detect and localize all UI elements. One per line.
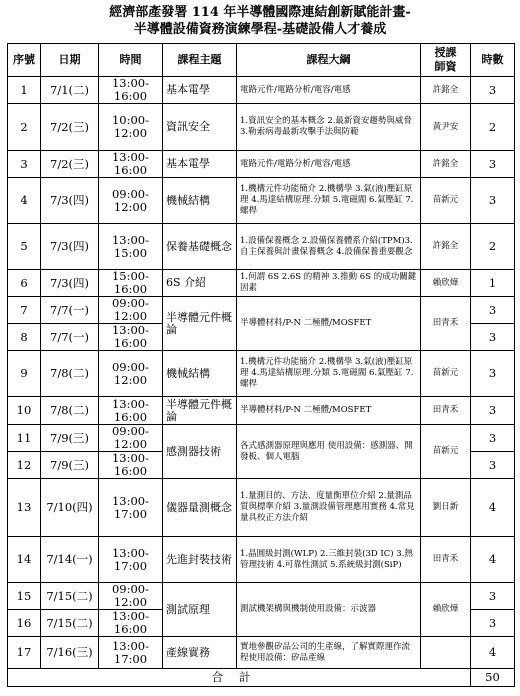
- row-date: 7/2(三): [41, 104, 99, 151]
- row-hours: 3: [471, 397, 515, 425]
- row-outline: 1.設備保養概念 2.設備保養體系介紹(TPM)3.自主保養與計畫保養概念 4.設備保養重要觀念: [237, 224, 421, 270]
- table-row: [8, 270, 515, 297]
- row-date: 7/7(一): [41, 324, 99, 351]
- row-date: 7/1(二): [41, 77, 99, 104]
- row-topic: 保養基礎概念: [163, 224, 237, 270]
- row-teacher: 田青禾: [421, 397, 471, 425]
- row-topic: 儀器量測概念: [163, 479, 237, 537]
- row-time: 09:00-12:00: [99, 178, 163, 224]
- row-outline: 1.機構元件功能簡介 2.機構學 3.氣(液)壓缸原理 4.馬達結構原理.分類 5.電磁閥 6.氣壓缸 7.螺桿: [237, 351, 421, 397]
- row-time: 09:00-12:00: [99, 297, 163, 324]
- row-time: 13:00-17:00: [99, 637, 163, 669]
- table-row: [8, 425, 515, 452]
- row-time: 13:00-17:00: [99, 537, 163, 583]
- header-teacher: 授課 師資: [421, 44, 471, 77]
- row-teacher: 許銘全: [421, 224, 471, 270]
- row-topic: 基本電學: [163, 151, 237, 178]
- row-time: 09:00-12:00: [99, 351, 163, 397]
- row-teacher: 許銘全: [421, 151, 471, 178]
- row-teacher: 田青禾: [421, 297, 471, 351]
- row-time: 13:00-15:00: [99, 224, 163, 270]
- row-teacher: 賴欣燁: [421, 583, 471, 637]
- total-hours: 50: [471, 669, 515, 687]
- row-date: 7/9(三): [41, 425, 99, 452]
- row-outline: 電路元件/電路分析/電容/電感: [237, 77, 421, 104]
- row-date: 7/2(三): [41, 151, 99, 178]
- row-no: 5: [8, 224, 41, 270]
- table-row: [8, 224, 515, 270]
- row-time: 13:00-16:00: [99, 610, 163, 637]
- row-time: 13:00-16:00: [99, 151, 163, 178]
- row-hours: 4: [471, 479, 515, 537]
- row-hours: 4: [471, 637, 515, 669]
- row-topic: 先進封裝技術: [163, 537, 237, 583]
- row-time: 09:00-12:00: [99, 583, 163, 610]
- table-row: [8, 77, 515, 104]
- page-title-line2: 半導體設備資務演練學程-基礎設備人才養成: [133, 22, 387, 37]
- row-outline: 1.資訊安全的基本概念 2.最新資安趨勢與威脅 3.勒索病毒最新攻擊手法與防範: [237, 104, 421, 151]
- row-no: 10: [8, 397, 41, 425]
- row-date: 7/16(三): [41, 637, 99, 669]
- row-teacher: [421, 637, 471, 669]
- row-time: 15:00-16:00: [99, 270, 163, 297]
- row-topic: 機械結構: [163, 351, 237, 397]
- row-outline: 實地參觀矽品公司的生產線，了解實際運作流程使用設備：矽品產線: [237, 637, 421, 669]
- header-no: 序號: [8, 44, 41, 77]
- header-row: [8, 44, 515, 77]
- row-teacher: 苗新元: [421, 425, 471, 479]
- row-time: 13:00-16:00: [99, 397, 163, 425]
- total-label: 合計: [8, 669, 471, 687]
- row-hours: 3: [471, 351, 515, 397]
- row-hours: 3: [471, 610, 515, 637]
- table-row: [8, 351, 515, 397]
- row-hours: 3: [471, 297, 515, 324]
- row-no: 14: [8, 537, 41, 583]
- row-date: 7/8(二): [41, 397, 99, 425]
- row-outline: 1.量測目的、方法、度量衡單位介紹 2.量測品質與標準介紹 3.量測設備管理應用實務 4.常見量具校正方法介紹: [237, 479, 421, 537]
- row-teacher: 黃尹安: [421, 104, 471, 151]
- row-topic: 測試原理: [163, 583, 237, 637]
- row-time: 13:00-16:00: [99, 324, 163, 351]
- row-no: 1: [8, 77, 41, 104]
- row-outline: 電路元件/電路分析/電容/電感: [237, 151, 421, 178]
- row-date: 7/3(四): [41, 178, 99, 224]
- header-hours: 時數: [471, 44, 515, 77]
- table-row: [8, 151, 515, 178]
- row-no: 15: [8, 583, 41, 610]
- row-hours: 3: [471, 583, 515, 610]
- row-topic: 感測器技術: [163, 425, 237, 479]
- row-date: 7/3(四): [41, 270, 99, 297]
- row-no: 17: [8, 637, 41, 669]
- table-row: [8, 397, 515, 425]
- row-hours: 3: [471, 77, 515, 104]
- row-date: 7/8(二): [41, 351, 99, 397]
- row-hours: 2: [471, 104, 515, 151]
- row-date: 7/3(四): [41, 224, 99, 270]
- table-row: [8, 479, 515, 537]
- row-hours: 3: [471, 324, 515, 351]
- table-row: [8, 537, 515, 583]
- row-outline: 測試機架構與機制使用設備：示波器: [237, 583, 421, 637]
- row-no: 4: [8, 178, 41, 224]
- row-no: 8: [8, 324, 41, 351]
- row-no: 11: [8, 425, 41, 452]
- row-topic: 產線實務: [163, 637, 237, 669]
- row-teacher: 苗新元: [421, 178, 471, 224]
- table-row: [8, 178, 515, 224]
- row-hours: 1: [471, 270, 515, 297]
- row-no: 16: [8, 610, 41, 637]
- row-topic: 6S 介紹: [163, 270, 237, 297]
- row-no: 13: [8, 479, 41, 537]
- row-time: 10:00-12:00: [99, 104, 163, 151]
- row-teacher: 田青禾: [421, 537, 471, 583]
- row-no: 9: [8, 351, 41, 397]
- header-outline: 課程大綱: [237, 44, 421, 77]
- table-row: [8, 297, 515, 324]
- table-row: [8, 637, 515, 669]
- row-no: 3: [8, 151, 41, 178]
- row-time: 09:00-12:00: [99, 425, 163, 452]
- row-no: 12: [8, 452, 41, 479]
- row-hours: 2: [471, 224, 515, 270]
- table-row: [8, 583, 515, 610]
- row-hours: 4: [471, 537, 515, 583]
- header-time: 時間: [99, 44, 163, 77]
- row-no: 6: [8, 270, 41, 297]
- row-teacher: 賴欣燁: [421, 270, 471, 297]
- course-schedule-table: [7, 43, 515, 687]
- row-date: 7/15(二): [41, 583, 99, 610]
- row-hours: 3: [471, 151, 515, 178]
- row-time: 13:00-17:00: [99, 479, 163, 537]
- row-no: 2: [8, 104, 41, 151]
- row-topic: 半導體元件概論: [163, 297, 237, 351]
- row-no: 7: [8, 297, 41, 324]
- header-topic: 課程主題: [163, 44, 237, 77]
- row-outline: 1.機構元件功能簡介 2.機構學 3.氣(液)壓缸原理 4.馬達結構原理.分類 5.電磁閥 6.氣壓缸 7.螺桿: [237, 178, 421, 224]
- row-date: 7/14(一): [41, 537, 99, 583]
- page-title-line1: 經濟部產發署 114 年半導體國際連結創新賦能計畫-: [109, 5, 411, 20]
- row-hours: 3: [471, 452, 515, 479]
- row-time: 13:00-16:00: [99, 77, 163, 104]
- row-outline: 1.何謂 6S 2.6S 的精神 3.推動 6S 的成功關鍵因素: [237, 270, 421, 297]
- row-date: 7/15(二): [41, 610, 99, 637]
- row-outline: 半導體材料/P-N 二極體/MOSFET: [237, 297, 421, 351]
- table-row: [8, 104, 515, 151]
- row-time: 13:00-16:00: [99, 452, 163, 479]
- row-outline: 半導體材料/P-N 二極體/MOSFET: [237, 397, 421, 425]
- row-date: 7/9(三): [41, 452, 99, 479]
- row-topic: 資訊安全: [163, 104, 237, 151]
- row-hours: 3: [471, 425, 515, 452]
- row-teacher: 苗新元: [421, 351, 471, 397]
- row-outline: 1.晶圓級封測(WLP) 2.三維封裝(3D IC) 3.熱管理技術 4.可靠性測試 5.系統級封測(SiP): [237, 537, 421, 583]
- row-date: 7/7(一): [41, 297, 99, 324]
- row-topic: 機械結構: [163, 178, 237, 224]
- row-teacher: 劉日新: [421, 479, 471, 537]
- row-topic: 基本電學: [163, 77, 237, 104]
- header-date: 日期: [41, 44, 99, 77]
- total-row: [8, 669, 515, 687]
- row-topic: 半導體元件概論: [163, 397, 237, 425]
- row-date: 7/10(四): [41, 479, 99, 537]
- row-outline: 各式感測器原理與應用 使用設備：感測器、開發板、個人電腦: [237, 425, 421, 479]
- row-hours: 3: [471, 178, 515, 224]
- row-teacher: 許銘全: [421, 77, 471, 104]
